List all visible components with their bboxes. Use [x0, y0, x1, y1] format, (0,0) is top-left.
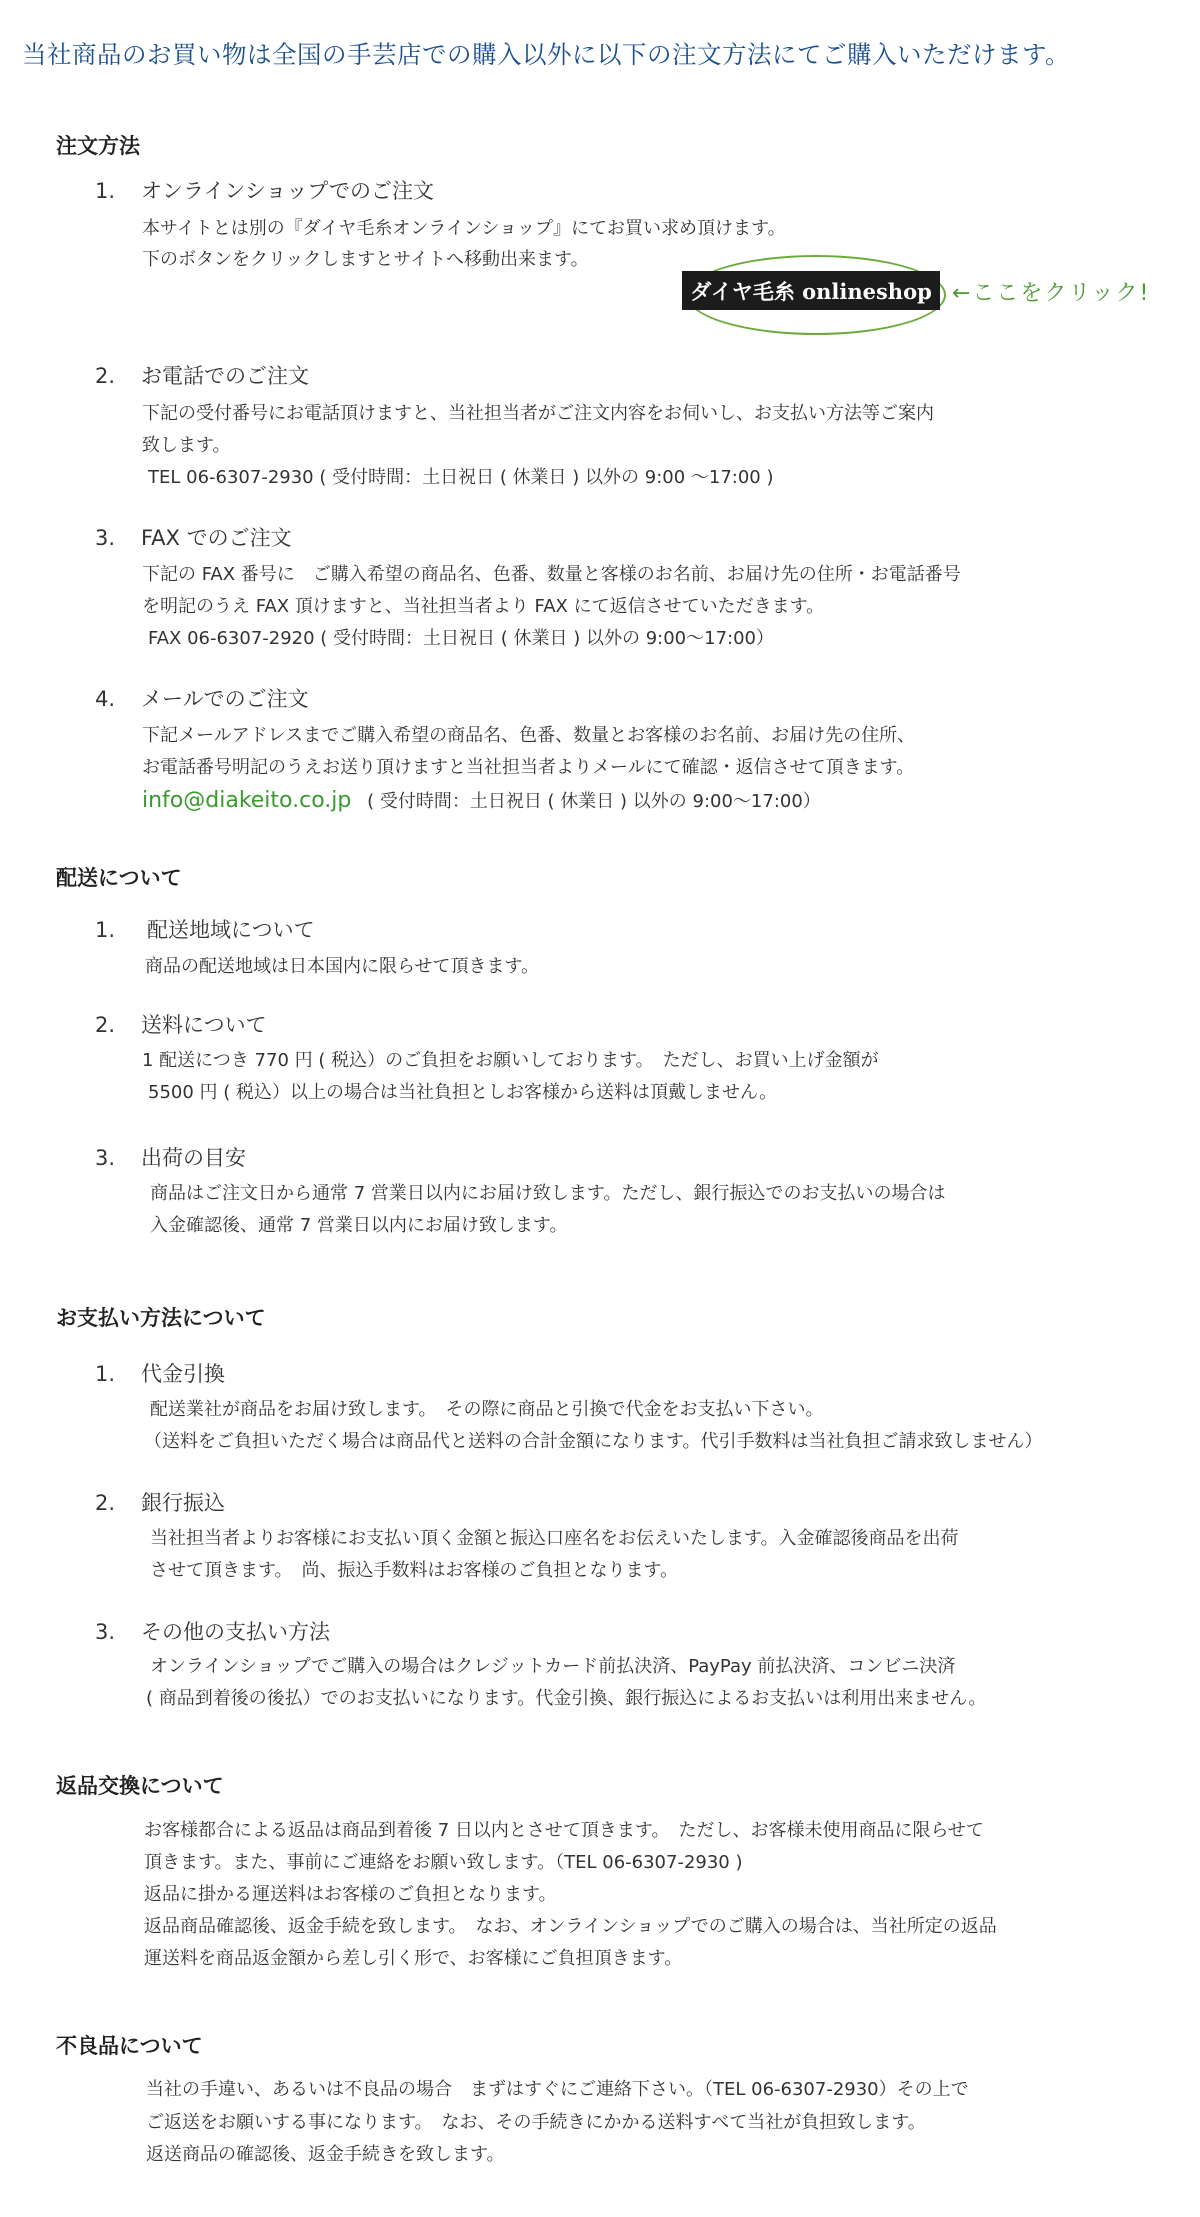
item-number: 2.: [95, 364, 116, 388]
fax-number-line: FAX 06-6307-2920 ( 受付時間：土日祝日 ( 休業日 ) 以外の 9:00〜17:00）: [148, 628, 774, 649]
item-number: 3.: [95, 1620, 116, 1644]
body-line: 返送商品の確認後、返金手続きを致します。: [146, 2144, 505, 2165]
email-link[interactable]: info@diakeito.co.jp: [142, 788, 352, 813]
body-line: 下のボタンをクリックしますとサイトへ移動出来ます。: [142, 249, 589, 270]
item-title-text: お電話でのご注文: [141, 364, 309, 388]
body-line: 下記の受付番号にお電話頂けますと、当社担当者がご注文内容をお伺いし、お支払い方法等ご案内: [142, 403, 934, 424]
item-title-text: FAX でのご注文: [141, 526, 292, 550]
body-line: お客様都合による返品は商品到着後 7 日以内とさせて頂きます。 ただし、お客様未使用商品に限らせて: [144, 1820, 984, 1841]
body-line: させて頂きます。 尚、振込手数料はお客様のご負担となります。: [150, 1560, 679, 1581]
page-title: 当社商品のお買い物は全国の手芸店での購入以外に以下の注文方法にてご購入いただけます。: [22, 40, 1071, 69]
item-number: 3.: [95, 1146, 116, 1170]
body-line: 致します。: [142, 435, 231, 456]
body-line: ご返送をお願いする事になります。 なお、その手続きにかかる送料すべて当社が負担致します。: [146, 2112, 926, 2133]
item-title-text: 送料について: [141, 1013, 267, 1037]
item-number: 2.: [95, 1491, 116, 1515]
body-line: 配送業社が商品をお届け致します。 その際に商品と引換で代金をお支払い下さい。: [150, 1399, 824, 1420]
body-line: （送料をご負担いただく場合は商品代と送料の合計金額になります。代引手数料は当社負担ご請求致しません）: [144, 1431, 1043, 1452]
body-line: 運送料を商品返金額から差し引く形で、お客様にご負担頂きます。: [144, 1948, 683, 1969]
section-heading-defects: 不良品について: [56, 2034, 203, 2058]
body-line: お電話番号明記のうえお送り頂けますと当社担当者よりメールにて確認・返信させて頂きます。: [142, 757, 915, 778]
body-line: 当社の手違い、あるいは不良品の場合 まずはすぐにご連絡下さい。（TEL 06-6307-2930）その上で: [146, 2079, 969, 2100]
body-line: 返品商品確認後、返金手続を致します。 なお、オンラインショップでのご購入の場合は、当社所定の返品: [144, 1916, 997, 1937]
section-heading-payment: お支払い方法について: [56, 1306, 266, 1330]
body-line: オンラインショップでご購入の場合はクレジットカード前払決済、PayPay 前払決済、コンビニ決済: [150, 1656, 956, 1677]
delivery-item-shipping-time-title: [95, 1142, 246, 1172]
item-number: 1.: [95, 1362, 116, 1386]
body-line: 下記の FAX 番号に ご購入希望の商品名、色番、数量と客様のお名前、お届け先の住所・お電話番号: [142, 564, 961, 585]
item-number: 2.: [95, 1013, 116, 1037]
phone-number-line: TEL 06-6307-2930 ( 受付時間：土日祝日 ( 休業日 ) 以外の 9:00 〜17:00 ): [148, 467, 774, 488]
body-line: 当社担当者よりお客様にお支払い頂く金額と振込口座名をお伝えいたします。入金確認後商品を出荷: [150, 1528, 959, 1549]
section-heading-delivery: 配送について: [56, 866, 182, 890]
item-title-text: オンラインショップでのご注文: [141, 179, 435, 203]
body-line: ( 商品到着後の後払）でのお支払いになります。代金引換、銀行振込によるお支払いは利用出来ません。: [146, 1688, 987, 1709]
body-line: 1 配送につき 770 円 ( 税込）のご負担をお願いしております。 ただし、お買い上げ金額が: [142, 1050, 879, 1071]
body-line: 返品に掛かる運送料はお客様のご負担となります。: [144, 1884, 557, 1905]
payment-item-bank-transfer-title: [95, 1487, 225, 1517]
body-line: 商品はご注文日から通常 7 営業日以内にお届け致します。ただし、銀行振込でのお支払いの場合は: [150, 1183, 946, 1204]
section-heading-returns: 返品交換について: [56, 1774, 224, 1798]
body-line: 本サイトとは別の『ダイヤ毛糸オンラインショップ』にてお買い求め頂けます。: [142, 218, 786, 239]
item-title-text: メールでのご注文: [141, 687, 309, 711]
delivery-item-shipping-fee-title: [95, 1009, 267, 1039]
payment-item-other-title: [95, 1616, 330, 1646]
body-line: を明記のうえ FAX 頂けますと、当社担当者より FAX にて返信させていただきます。: [142, 596, 825, 617]
item-title-text: その他の支払い方法: [141, 1620, 330, 1644]
item-title-text: 銀行振込: [141, 1491, 225, 1515]
delivery-item-area-title: [95, 914, 315, 944]
email-line: [142, 790, 821, 812]
item-title-text: 配送地域について: [147, 918, 315, 942]
body-line: 入金確認後、通常 7 営業日以内にお届け致します。: [150, 1215, 568, 1236]
order-item-email-title: [95, 683, 309, 713]
section-heading-order-methods: 注文方法: [56, 134, 140, 158]
order-item-fax-title: [95, 522, 292, 552]
email-hours: ( 受付時間：土日祝日 ( 休業日 ) 以外の 9:00〜17:00）: [367, 791, 821, 812]
item-number: 4.: [95, 687, 116, 711]
item-number: 1.: [95, 918, 116, 942]
order-item-phone-title: [95, 360, 309, 390]
click-here-hint: ←ここをクリック!: [952, 281, 1151, 306]
online-shop-button[interactable]: ダイヤ毛糸 onlineshop: [682, 271, 940, 310]
body-line: 商品の配送地域は日本国内に限らせて頂きます。: [145, 956, 540, 977]
body-line: 下記メールアドレスまでご購入希望の商品名、色番、数量とお客様のお名前、お届け先の住所、: [142, 725, 916, 746]
item-number: 3.: [95, 526, 116, 550]
body-line: 頂きます。また、事前にご連絡をお願い致します。（TEL 06-6307-2930 ): [144, 1852, 743, 1873]
item-number: 1.: [95, 179, 116, 203]
payment-item-cod-title: [95, 1358, 225, 1388]
order-item-online-title: [95, 175, 434, 205]
body-line: 5500 円 ( 税込）以上の場合は当社負担としお客様から送料は頂戴しません。: [148, 1082, 778, 1103]
item-title-text: 代金引換: [141, 1362, 225, 1386]
item-title-text: 出荷の目安: [141, 1146, 246, 1170]
